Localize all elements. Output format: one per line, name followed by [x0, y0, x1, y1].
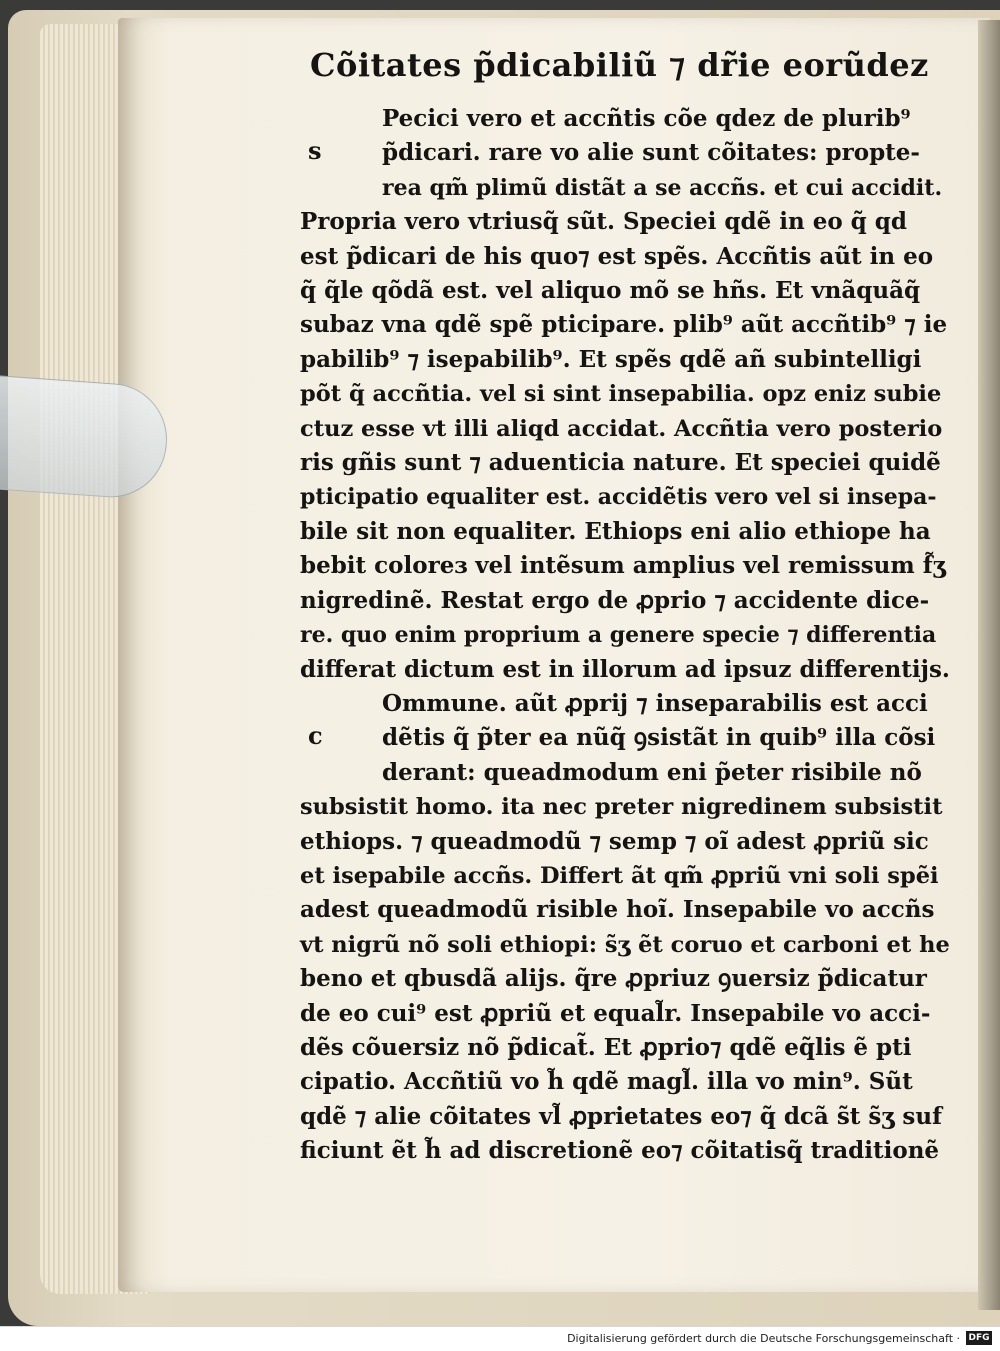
text-line: ris gñis sunt ⁊ aduenticia nature. Et speciei quidẽ — [300, 449, 941, 477]
text-line: beno et qbusdã alijs. q̃re ꝓpriuz ꝯuersiz p̃dicatur — [300, 965, 927, 993]
text-line: ficiunt ẽt h̃ ad discretionẽ eo⁊ cõitatisq̃ traditionẽ — [300, 1137, 940, 1165]
text-line: dẽs cõuersiz nõ p̃dicat̃. Et ꝓprio⁊ qdẽ eq̃lis ẽ pti — [300, 1033, 912, 1061]
text-line: subsistit homo. ita nec preter nigredinem subsistit — [300, 794, 943, 821]
text-line: subaz vna qdẽ spẽ pticipare. plib⁹ aũt accñtib⁹ ⁊ ie — [300, 311, 948, 339]
text-line: Pecici vero et accñtis cõe qdez de plurib⁹ — [382, 105, 911, 132]
text-line: nigredinẽ. Restat ergo de ꝓprio ⁊ accidente dice- — [300, 586, 930, 614]
text-line: dẽtis q̃ p̃ter ea nũq̃ ꝯsistãt in quib⁹ illa cõsi — [382, 724, 936, 752]
text-line: Ommune. aũt ꝓprij ⁊ inseparabilis est acci — [382, 689, 928, 717]
text-line: re. quo enim proprium a genere specie ⁊ differentia — [300, 622, 937, 649]
text-line: differat dictum est in illorum ad ipsuz differentijs. — [300, 655, 950, 683]
text-line: qdẽ ⁊ alie cõitates vl̃ ꝓprietates eo⁊ q̃ dcã s̃t s̃ʒ suf — [300, 1102, 942, 1130]
text-line: pabilib⁹ ⁊ isepabilib⁹. Et spẽs qdẽ añ subintelligi — [300, 345, 922, 373]
text-line: bebit coloreɜ vel intẽsum amplius vel remissum f̃ʒ — [300, 552, 946, 580]
dfg-logo: DFG — [966, 1331, 992, 1345]
text-line: et isepabile accñs. Differt ãt qm̃ ꝓpriũ vni soli spẽi — [300, 862, 939, 889]
text-line: p̃dicari. rare vo alie sunt cõitates: propte- — [382, 139, 920, 167]
text-line: est p̃dicari de his quo⁊ est spẽs. Accñtis aũt in eo — [300, 242, 934, 270]
marginal-letter-s: s — [308, 136, 322, 165]
text-line: adest queadmodũ risible hoĩ. Insepabile vo accñs — [300, 896, 935, 924]
funding-credit: Digitalisierung gefördert durch die Deutsche Forschungsgemeinschaft · — [567, 1332, 960, 1345]
text-line: ctuz esse vt illi aliqd accidat. Accñtia vero posterio — [300, 415, 943, 442]
text-block — [300, 46, 950, 1169]
text-line: bile sit non equaliter. Ethiops eni alio ethiope ha — [300, 517, 931, 545]
marginal-letter-c: c — [308, 720, 323, 750]
text-line: de eo cui⁹ est ꝓpriũ et equal̃r. Insepabile vo acci- — [300, 999, 931, 1027]
text-line: vt nigrũ nõ soli ethiopi: s̃ʒ ẽt coruo et carboni et he — [300, 931, 950, 958]
text-line: derant: queadmodum eni p̃eter risibile nõ — [382, 758, 922, 786]
text-line: q̃ q̃le qõdã est. vel aliquo mõ se hñs. Et vnãquãq̃ — [300, 277, 921, 305]
paragraph-1 — [300, 102, 950, 687]
text-line: pticipatio equaliter est. accidẽtis vero vel si insepa- — [300, 484, 937, 511]
text-line: põt q̃ accñtia. vel si sint insepabilia. opz eniz subie — [300, 381, 942, 408]
text-line: Propria vero vtriusq̃ sũt. Speciei qdẽ in eo q̃ qd — [300, 208, 907, 236]
text-line: cipatio. Accñtiũ vo h̃ qdẽ magl̃. illa vo min⁹. Sũt — [300, 1068, 913, 1096]
running-head: Cõitates p̃dicabiliũ ⁊ dr̃ie eorũdez — [310, 46, 929, 84]
gutter-strip — [978, 20, 1000, 1310]
text-line: rea qm̃ plimũ distãt a se accñs. et cui accidit. — [382, 174, 943, 201]
paragraph-2 — [300, 687, 950, 1169]
digitization-footer — [0, 1326, 1000, 1351]
text-line: ethiops. ⁊ queadmodũ ⁊ semp ⁊ oĩ adest ꝓpriũ sic — [300, 827, 929, 855]
